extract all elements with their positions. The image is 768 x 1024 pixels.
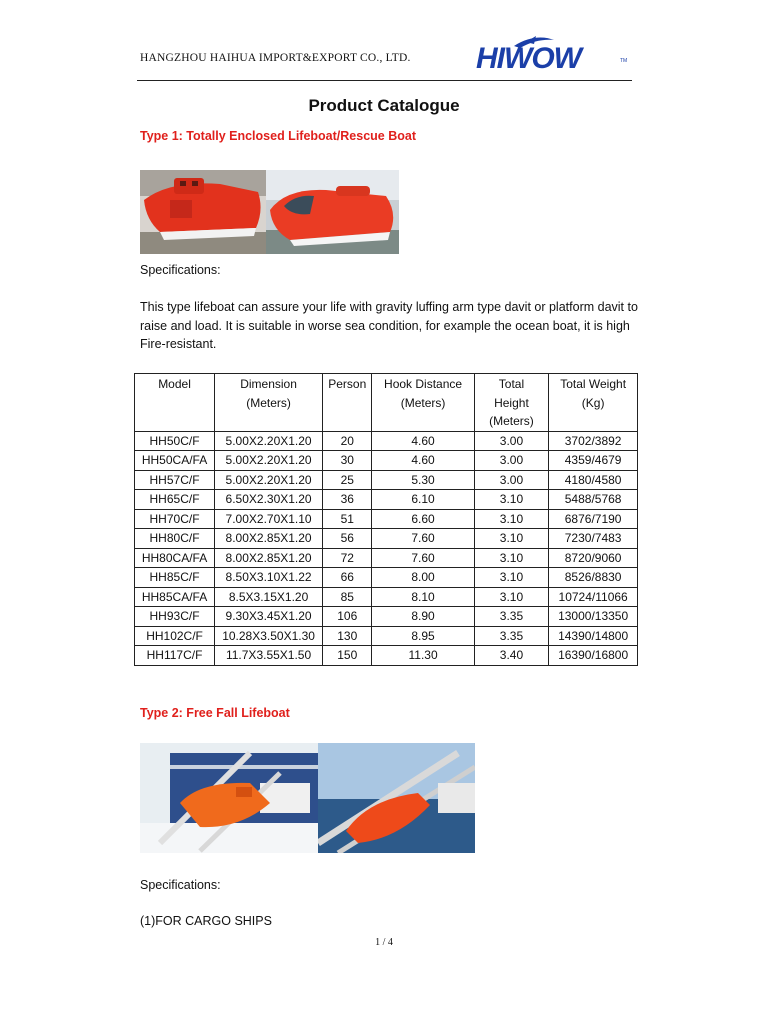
table-cell: 4.60	[372, 451, 474, 471]
col-header-dimension: Dimension (Meters)	[215, 374, 323, 432]
type1-heading: Type 1: Totally Enclosed Lifeboat/Rescue Boat	[140, 129, 416, 143]
table-cell: 5.30	[372, 470, 474, 490]
type2-heading: Type 2: Free Fall Lifeboat	[140, 706, 290, 720]
col-header-total-weight: Total Weight (Kg)	[549, 374, 638, 432]
table-row	[135, 607, 638, 627]
table-cell: HH80CA/FA	[135, 548, 215, 568]
table-cell: HH50CA/FA	[135, 451, 215, 471]
table-cell: 7230/7483	[549, 529, 638, 549]
table-cell: 3.00	[474, 431, 549, 451]
table-cell: HH57C/F	[135, 470, 215, 490]
table-row	[135, 548, 638, 568]
type2-specs-label: Specifications:	[140, 878, 221, 892]
col-header-total-height: Total Height (Meters)	[474, 374, 549, 432]
table-cell: 36	[323, 490, 372, 510]
table-cell: 3.40	[474, 646, 549, 666]
table-cell: 11.30	[372, 646, 474, 666]
col-header-hook-distance: Hook Distance (Meters)	[372, 374, 474, 432]
free-fall-lifeboat-photo-1	[140, 743, 318, 853]
table-cell: 14390/14800	[549, 626, 638, 646]
table-cell: 3.35	[474, 626, 549, 646]
table-cell: 85	[323, 587, 372, 607]
free-fall-lifeboat-photo-2	[318, 743, 475, 853]
table-cell: 56	[323, 529, 372, 549]
table-row	[135, 431, 638, 451]
table-cell: 7.60	[372, 529, 474, 549]
table-row	[135, 646, 638, 666]
page-number: 1 / 4	[375, 937, 393, 948]
table-row	[135, 490, 638, 510]
type2-cargo-ships-label: (1)FOR CARGO SHIPS	[140, 914, 272, 928]
enclosed-lifeboat-photo-2	[266, 170, 399, 254]
table-cell: 130	[323, 626, 372, 646]
table-cell: 106	[323, 607, 372, 627]
table-cell: 10724/11066	[549, 587, 638, 607]
table-cell: 3.10	[474, 587, 549, 607]
table-cell: HH80C/F	[135, 529, 215, 549]
table-cell: 8.90	[372, 607, 474, 627]
table-cell: 4.60	[372, 431, 474, 451]
table-row	[135, 626, 638, 646]
table-cell: 3.10	[474, 490, 549, 510]
table-row	[135, 568, 638, 588]
table-cell: 3.10	[474, 529, 549, 549]
table-row	[135, 451, 638, 471]
table-cell: 5.00X2.20X1.20	[215, 470, 323, 490]
table-cell: 9.30X3.45X1.20	[215, 607, 323, 627]
table-cell: 51	[323, 509, 372, 529]
table-row	[135, 587, 638, 607]
table-cell: 8.00X2.85X1.20	[215, 529, 323, 549]
table-cell: 5.00X2.20X1.20	[215, 431, 323, 451]
table-cell: 8.50X3.10X1.22	[215, 568, 323, 588]
table-cell: HH65C/F	[135, 490, 215, 510]
lifeboat-spec-table	[134, 373, 638, 666]
table-cell: HH70C/F	[135, 509, 215, 529]
table-cell: 5488/5768	[549, 490, 638, 510]
table-cell: 6.10	[372, 490, 474, 510]
table-row	[135, 509, 638, 529]
table-cell: HH85CA/FA	[135, 587, 215, 607]
table-row	[135, 470, 638, 490]
table-cell: 25	[323, 470, 372, 490]
table-cell: 4359/4679	[549, 451, 638, 471]
type1-specs-label: Specifications:	[140, 263, 221, 277]
page-title: Product Catalogue	[308, 96, 460, 115]
table-cell: 8.10	[372, 587, 474, 607]
logo-trademark: TM	[620, 58, 628, 64]
table-row	[135, 529, 638, 549]
table-cell: 8.00X2.85X1.20	[215, 548, 323, 568]
table-cell: 8.5X3.15X1.20	[215, 587, 323, 607]
table-cell: HH102C/F	[135, 626, 215, 646]
table-cell: 5.00X2.20X1.20	[215, 451, 323, 471]
table-cell: 3.35	[474, 607, 549, 627]
col-header-model: Model	[135, 374, 215, 432]
enclosed-lifeboat-photo-1	[140, 170, 266, 254]
col-header-person: Person	[323, 374, 372, 432]
table-cell: 6876/7190	[549, 509, 638, 529]
table-cell: 3.10	[474, 568, 549, 588]
table-cell: 30	[323, 451, 372, 471]
table-cell: 3.00	[474, 451, 549, 471]
table-cell: 16390/16800	[549, 646, 638, 666]
table-cell: 150	[323, 646, 372, 666]
table-cell: 3.10	[474, 509, 549, 529]
table-cell: 20	[323, 431, 372, 451]
table-cell: 6.50X2.30X1.20	[215, 490, 323, 510]
header-rule	[137, 80, 632, 81]
table-cell: 7.00X2.70X1.10	[215, 509, 323, 529]
table-cell: HH117C/F	[135, 646, 215, 666]
table-cell: 3.00	[474, 470, 549, 490]
table-cell: 8526/8830	[549, 568, 638, 588]
logo-wordmark: HIWOW	[476, 42, 581, 74]
table-cell: 3.10	[474, 548, 549, 568]
table-cell: HH50C/F	[135, 431, 215, 451]
type1-description: This type lifeboat can assure your life with gravity luffing arm type davit or platform davit to raise and load. It is suitable in worse sea condition, for example the ocean boat, it is high Fire-resistant.	[140, 300, 638, 351]
table-cell: 8.95	[372, 626, 474, 646]
table-cell: 11.7X3.55X1.50	[215, 646, 323, 666]
table-cell: 8720/9060	[549, 548, 638, 568]
table-cell: HH85C/F	[135, 568, 215, 588]
table-cell: HH93C/F	[135, 607, 215, 627]
table-cell: 7.60	[372, 548, 474, 568]
table-cell: 72	[323, 548, 372, 568]
table-cell: 66	[323, 568, 372, 588]
table-header-row	[135, 374, 638, 432]
hiwow-logo	[474, 34, 630, 74]
table-cell: 6.60	[372, 509, 474, 529]
table-cell: 3702/3892	[549, 431, 638, 451]
table-cell: 10.28X3.50X1.30	[215, 626, 323, 646]
table-cell: 13000/13350	[549, 607, 638, 627]
table-cell: 4180/4580	[549, 470, 638, 490]
table-cell: 8.00	[372, 568, 474, 588]
company-name: HANGZHOU HAIHUA IMPORT&EXPORT CO., LTD.	[140, 52, 411, 64]
